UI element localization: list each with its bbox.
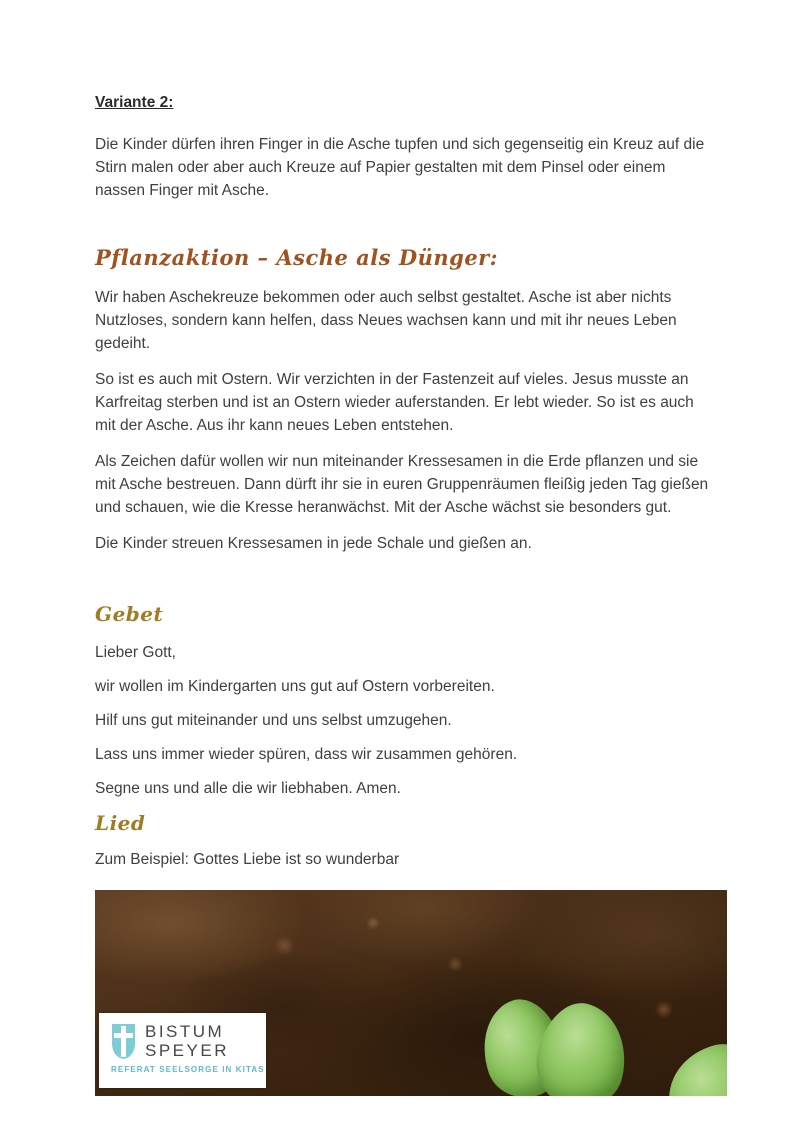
gebet-line: Lieber Gott, — [95, 644, 176, 661]
pflanzaktion-paragraph-1: Wir haben Aschekreuze bekommen oder auch selbst gestaltet. Asche ist aber nichts Nutzloses, sondern kann helfen, dass Neues wachsen kann und mit ihr neues Leben gedeiht. — [95, 289, 677, 352]
logo-tagline: REFERAT SEELSORGE IN KITAS — [111, 1065, 265, 1074]
seedling-soil-photo — [95, 890, 727, 1096]
seedling-leaf-edge-icon — [658, 1036, 727, 1096]
gebet-line: wir wollen im Kindergarten uns gut auf Ostern vorbereiten. — [95, 678, 495, 695]
pflanzaktion-paragraph-3: Als Zeichen dafür wollen wir nun miteinander Kressesamen in die Erde pflanzen und sie mit Asche bestreuen. Dann dürft ihr sie in euren Gruppenräumen fleißig jeden Tag gießen und schauen, wie die Kresse heranwächst. Mit der Asche wächst sie besonders gut. — [95, 453, 709, 516]
gebet-line: Lass uns immer wieder spüren, dass wir zusammen gehören. — [95, 746, 518, 763]
lied-heading: Lied — [95, 811, 146, 835]
bistum-speyer-logo — [99, 1013, 266, 1088]
pflanzaktion-paragraph-4: Die Kinder streuen Kressesamen in jede Schale und gießen an. — [95, 535, 532, 552]
logo-name-line2: SPEYER — [145, 1041, 229, 1060]
pflanzaktion-heading: Pflanzaktion – Asche als Dünger: — [95, 245, 499, 270]
variante-2-paragraph: Die Kinder dürfen ihren Finger in die Asche tupfen und sich gegenseitig ein Kreuz auf die Stirn malen oder aber auch Kreuze auf Papier gestalten mit dem Pinsel oder einem nassen Finger mit Asche. — [95, 136, 705, 199]
pflanzaktion-paragraph-2: So ist es auch mit Ostern. Wir verzichten in der Fastenzeit auf vieles. Jesus musste an Karfreitag sterben und ist an Ostern wieder auferstanden. Er lebt wieder. So ist es auch mit der Asche. Aus ihr kann neues Leben entstehen. — [95, 371, 694, 434]
gebet-line: Hilf uns gut miteinander und uns selbst umzugehen. — [95, 712, 452, 729]
gebet-line: Segne uns und alle die wir liebhaben. Amen. — [95, 780, 401, 797]
gebet-heading: Gebet — [95, 602, 164, 626]
logo-wordmark — [145, 1022, 229, 1060]
shield-cross-icon — [111, 1024, 136, 1059]
logo-name-line1: BISTUM — [145, 1022, 225, 1041]
lied-example-line: Zum Beispiel: Gottes Liebe ist so wunderbar — [95, 851, 400, 868]
variante-2-heading: Variante 2: — [95, 94, 174, 111]
